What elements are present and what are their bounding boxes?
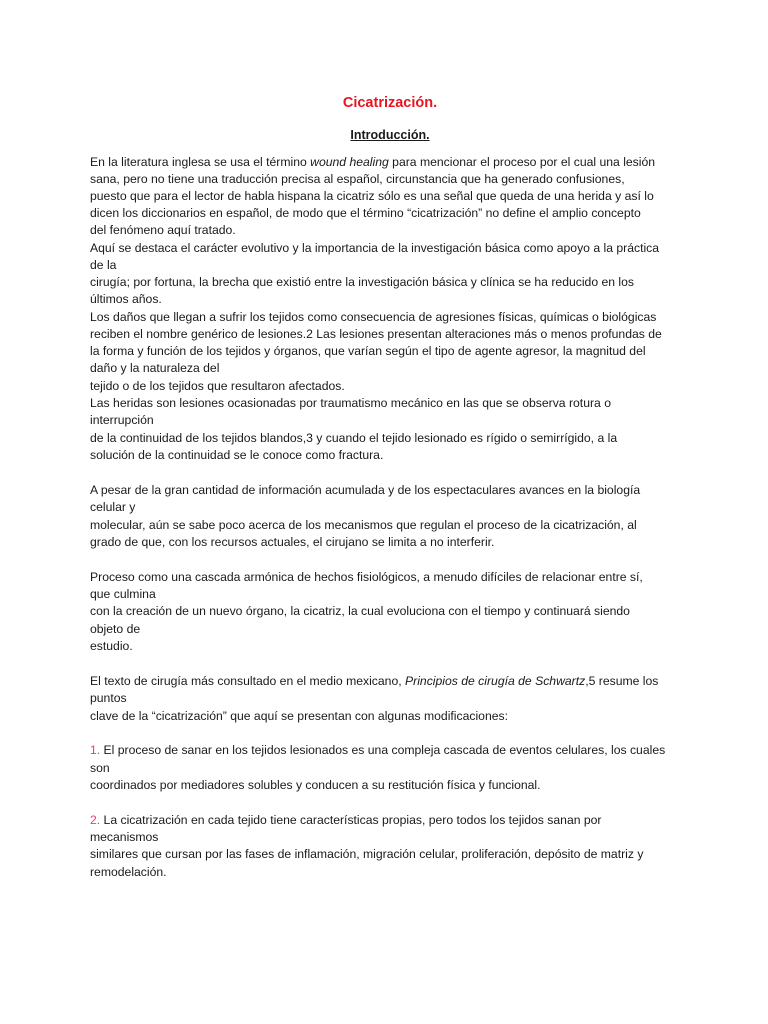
text-line	[90, 673, 658, 690]
text-segment: Aquí se destaca el carácter evolutivo y la importancia de la investigación básica como apoyo a la práctica	[90, 241, 660, 255]
text-segment: para mencionar el proceso por el cual una lesión	[388, 155, 656, 169]
text-line	[90, 274, 634, 291]
text-line	[90, 690, 127, 707]
italic-term: wound healing	[310, 155, 389, 169]
text-line	[90, 638, 133, 655]
text-segment: similares que cursan por las fases de inflamación, migración celular, proliferación, depósito de matriz y	[90, 847, 644, 861]
text-line	[90, 760, 110, 777]
text-line	[90, 846, 643, 863]
text-segment: puntos	[90, 691, 127, 705]
text-segment: puesto que para el lector de habla hispana la cicatriz sólo es una señal que queda de una herida y así lo	[90, 189, 654, 203]
text-line	[90, 708, 508, 725]
text-segment: daño y la naturaleza del	[90, 361, 220, 375]
text-segment: Los daños que llegan a sufrir los tejidos como consecuencia de agresiones físicas, químicas o biológicas	[90, 310, 657, 324]
text-line	[90, 240, 659, 257]
text-segment: molecular, aún se sabe poco acerca de los mecanismos que regulan el proceso de la cicatrización, al	[90, 518, 637, 532]
text-segment: mecanismos	[90, 830, 159, 844]
text-line	[90, 412, 154, 429]
text-line	[90, 864, 167, 881]
text-segment: con la creación de un nuevo órgano, la cicatriz, la cual evoluciona con el tiempo y continuará siendo	[90, 604, 630, 618]
document-title: Cicatrización.	[342, 95, 438, 111]
text-segment: tejido o de los tejidos que resultaron afectados.	[90, 379, 345, 393]
text-segment: coordinados por mediadores solubles y conducen a su restitución física y funcional.	[90, 778, 541, 792]
text-segment: estudio.	[90, 639, 133, 653]
italic-term: Principios de cirugía de Schwartz	[405, 674, 586, 688]
text-line	[90, 154, 655, 171]
text-segment: Proceso como una cascada armónica de hechos fisiológicos, a menudo difíciles de relacionar entre sí,	[90, 570, 643, 584]
text-line	[90, 621, 140, 638]
text-segment: celular y	[90, 500, 136, 514]
text-line	[90, 586, 156, 603]
text-line	[90, 742, 665, 759]
text-segment: cirugía; por fortuna, la brecha que existió entre la investigación básica y clínica se ha reducido en los	[90, 275, 635, 289]
text-segment: sana, pero no tiene una traducción precisa al español, circunstancia que ha generado confusiones,	[90, 172, 625, 186]
text-line	[90, 447, 383, 464]
text-segment: ,5 resume los	[585, 674, 659, 688]
text-segment: últimos años.	[90, 292, 162, 306]
section-heading: Introducción.	[350, 128, 430, 142]
text-segment: interrupción	[90, 413, 154, 427]
text-segment: solución de la continuidad se le conoce como fractura.	[90, 448, 384, 462]
text-segment: El proceso de sanar en los tejidos lesionados es una compleja cascada de eventos celulares, los cuales	[100, 743, 666, 757]
text-line	[90, 378, 345, 395]
text-line	[90, 395, 611, 412]
text-segment: son	[90, 761, 110, 775]
text-line	[90, 222, 236, 239]
list-number: 1.	[90, 743, 101, 757]
text-line	[90, 603, 630, 620]
text-line	[90, 499, 135, 516]
text-segment: dicen los diccionarios en español, de modo que el término “cicatrización” no define el amplio concepto	[90, 206, 641, 220]
text-segment: grado de que, con los recursos actuales, el cirujano se limita a no interferir.	[90, 535, 495, 549]
text-line	[90, 326, 662, 343]
text-segment: objeto de	[90, 622, 141, 636]
text-line	[90, 205, 641, 222]
text-segment: A pesar de la gran cantidad de información acumulada y de los espectaculares avances en la biología	[90, 483, 641, 497]
text-line	[90, 171, 625, 188]
text-line	[90, 257, 116, 274]
text-segment: de la	[90, 258, 117, 272]
text-segment: que culmina	[90, 587, 156, 601]
text-line	[90, 482, 640, 499]
text-segment: clave de la “cicatrización” que aquí se presentan con algunas modificaciones:	[90, 709, 508, 723]
text-line	[90, 829, 158, 846]
text-segment: remodelación.	[90, 865, 167, 879]
text-line	[90, 534, 494, 551]
text-line	[90, 360, 219, 377]
text-line	[90, 291, 162, 308]
text-line	[90, 309, 656, 326]
text-line	[90, 777, 541, 794]
text-segment: la forma y función de los tejidos y órganos, que varían según el tipo de agente agresor, la magnitud del	[90, 344, 646, 358]
text-segment: reciben el nombre genérico de lesiones.2 Las lesiones presentan alteraciones más o menos profundas de	[90, 327, 662, 341]
text-line	[90, 812, 602, 829]
text-line	[90, 430, 617, 447]
text-line	[90, 517, 637, 534]
text-segment: La cicatrización en cada tejido tiene características propias, pero todos los tejidos sanan por	[100, 813, 602, 827]
text-segment: del fenómeno aquí tratado.	[90, 223, 236, 237]
text-line	[90, 343, 646, 360]
text-line	[90, 188, 654, 205]
text-segment: El texto de cirugía más consultado en el medio mexicano,	[90, 674, 406, 688]
list-number: 2.	[90, 813, 101, 827]
text-segment: de la continuidad de los tejidos blandos,3 y cuando el tejido lesionado es rígido o semirrígido, a la	[90, 431, 618, 445]
text-segment: Las heridas son lesiones ocasionadas por traumatismo mecánico en las que se observa rotura o	[90, 396, 611, 410]
text-line	[90, 569, 643, 586]
text-segment: En la literatura inglesa se usa el término	[90, 155, 311, 169]
